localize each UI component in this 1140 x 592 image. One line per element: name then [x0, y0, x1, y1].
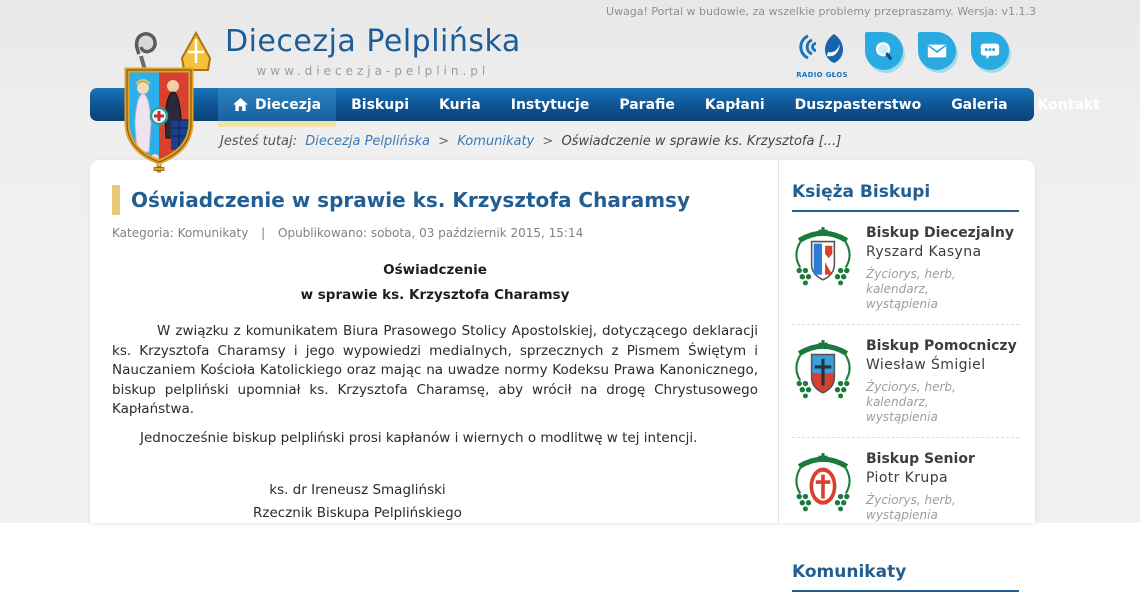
article-paragraph: Jednocześnie biskup pelpliński prosi kapłanów i wiernych o modlitwę w tej intencji.	[140, 429, 698, 446]
site-notice: Uwaga! Portal w budowie, za wszelkie problemy przepraszamy. Wersja: v1.1.3	[606, 5, 1036, 18]
nav-item-kuria[interactable]	[424, 88, 496, 121]
nav-item-label: Kontakt	[1037, 96, 1100, 113]
sidebar-heading-biskupi[interactable]: Księża Biskupi	[792, 182, 1019, 212]
signature-name: ks. dr Ireneusz Smagliński	[269, 482, 446, 498]
nav-item-galeria[interactable]	[936, 88, 1022, 121]
nav-item-parafie[interactable]	[604, 88, 690, 121]
sidebar	[779, 160, 1035, 582]
bishop-title: Biskup Diecezjalny	[866, 225, 1014, 241]
bishop-info	[866, 338, 1017, 425]
radio-glos-label: RADIO GŁOS	[796, 71, 848, 79]
nav-item-label: Biskupi	[351, 96, 410, 113]
signature-role: Rzecznik Biskupa Pelplińskiego	[253, 505, 462, 521]
radio-glos-icon[interactable]	[794, 32, 850, 79]
bishop-links[interactable]: Życiorys, herb, kalendarz, wystąpienia	[866, 267, 956, 311]
meta-separator: |	[261, 226, 266, 240]
article-signature	[112, 479, 603, 525]
bishop-links[interactable]: Życiorys, herb, kalendarz, wystąpienia	[866, 380, 956, 424]
nav-item-label: Diecezja	[255, 96, 322, 113]
site-title-block	[225, 24, 521, 78]
mail-icon[interactable]	[918, 32, 956, 70]
main-navigation	[90, 88, 1100, 121]
nav-item-instytucje[interactable]	[496, 88, 605, 121]
bishop-info	[866, 225, 1014, 312]
bishop-title: Biskup Senior	[866, 451, 975, 467]
breadcrumb-prefix: Jesteś tutaj:	[220, 134, 297, 149]
document-heading-line2: w sprawie ks. Krzysztofa Charamsy	[300, 287, 570, 303]
breadcrumb-separator: >	[542, 134, 554, 149]
document-heading-line1: Oświadczenie	[383, 262, 487, 278]
article-meta	[112, 226, 758, 240]
list-item-bishop-krupa	[792, 438, 1019, 535]
published-label: Opublikowano:	[278, 226, 367, 240]
title-accent-bar	[112, 185, 120, 215]
bishop-name[interactable]: Piotr Krupa	[866, 470, 948, 486]
chat-icon[interactable]	[971, 32, 1009, 70]
category-value[interactable]: Komunikaty	[177, 226, 249, 240]
nav-item-label: Kuria	[439, 96, 481, 113]
bishop-name[interactable]: Wiesław Śmigiel	[866, 357, 986, 373]
article-paragraph: W związku z komunikatem Biura Prasowego Stolicy Apostolskiej, dotyczącego deklaracji ks. Krzysztofa Charamsy i jego wypowiedzi medialnych, sprzecznych z Pismem Świętym i Nauczaniem Kościoła Katolickiego oraz mając na uwadze normy Kodeksu Prawa Kanonicznego, biskup pelpliński upomniał ks. Krzysztofa Charamsę, aby wrócił na drogę Chrystusowego Kapłaństwa.	[112, 323, 758, 417]
bishop-coat-of-arms-icon[interactable]	[794, 338, 852, 398]
home-icon	[233, 98, 248, 111]
list-item-bishop-smigiel	[792, 325, 1019, 438]
category-label: Kategoria:	[112, 226, 174, 240]
breadcrumb-link-komunikaty[interactable]: Komunikaty	[457, 134, 535, 149]
bishop-name[interactable]: Ryszard Kasyna	[866, 244, 982, 260]
breadcrumb-separator: >	[438, 134, 450, 149]
header-icons	[794, 32, 1009, 79]
nav-item-kontakt[interactable]	[1023, 88, 1115, 121]
nav-item-label: Galeria	[951, 96, 1008, 113]
nav-item-diecezja[interactable]	[218, 88, 336, 121]
diocese-crest-icon[interactable]	[103, 26, 215, 172]
nav-item-kaplani[interactable]	[690, 88, 780, 121]
search-icon[interactable]	[865, 32, 903, 70]
site-title[interactable]: Diecezja Pelplińska	[225, 24, 521, 59]
bishop-coat-of-arms-icon[interactable]	[794, 451, 852, 511]
bishop-info	[866, 451, 998, 523]
nav-item-label: Instytucje	[510, 96, 590, 113]
content-card	[90, 160, 1035, 582]
nav-item-duszpasterstwo[interactable]	[780, 88, 937, 121]
sidebar-heading-komunikaty[interactable]: Komunikaty	[792, 562, 1019, 592]
bishop-coat-of-arms-icon[interactable]	[794, 225, 852, 285]
breadcrumb	[220, 134, 841, 149]
site-url[interactable]: www.diecezja-pelplin.pl	[256, 64, 490, 78]
bishop-links[interactable]: Życiorys, herb, wystąpienia	[866, 493, 956, 522]
breadcrumb-current: Oświadczenie w sprawie ks. Krzysztofa [...]	[561, 134, 842, 149]
published-value: sobota, 03 październik 2015, 15:14	[370, 226, 584, 240]
nav-item-biskupi[interactable]	[336, 88, 424, 121]
nav-item-label: Duszpasterstwo	[794, 96, 922, 113]
bishop-title: Biskup Pomocniczy	[866, 338, 1017, 354]
article	[90, 160, 778, 523]
article-title: Oświadczenie w sprawie ks. Krzysztofa Charamsy	[131, 188, 690, 212]
nav-item-label: Kapłani	[704, 96, 765, 113]
breadcrumb-link-home[interactable]: Diecezja Pelplińska	[305, 134, 430, 149]
nav-item-label: Parafie	[619, 96, 675, 113]
list-item-bishop-kasyna	[792, 212, 1019, 325]
